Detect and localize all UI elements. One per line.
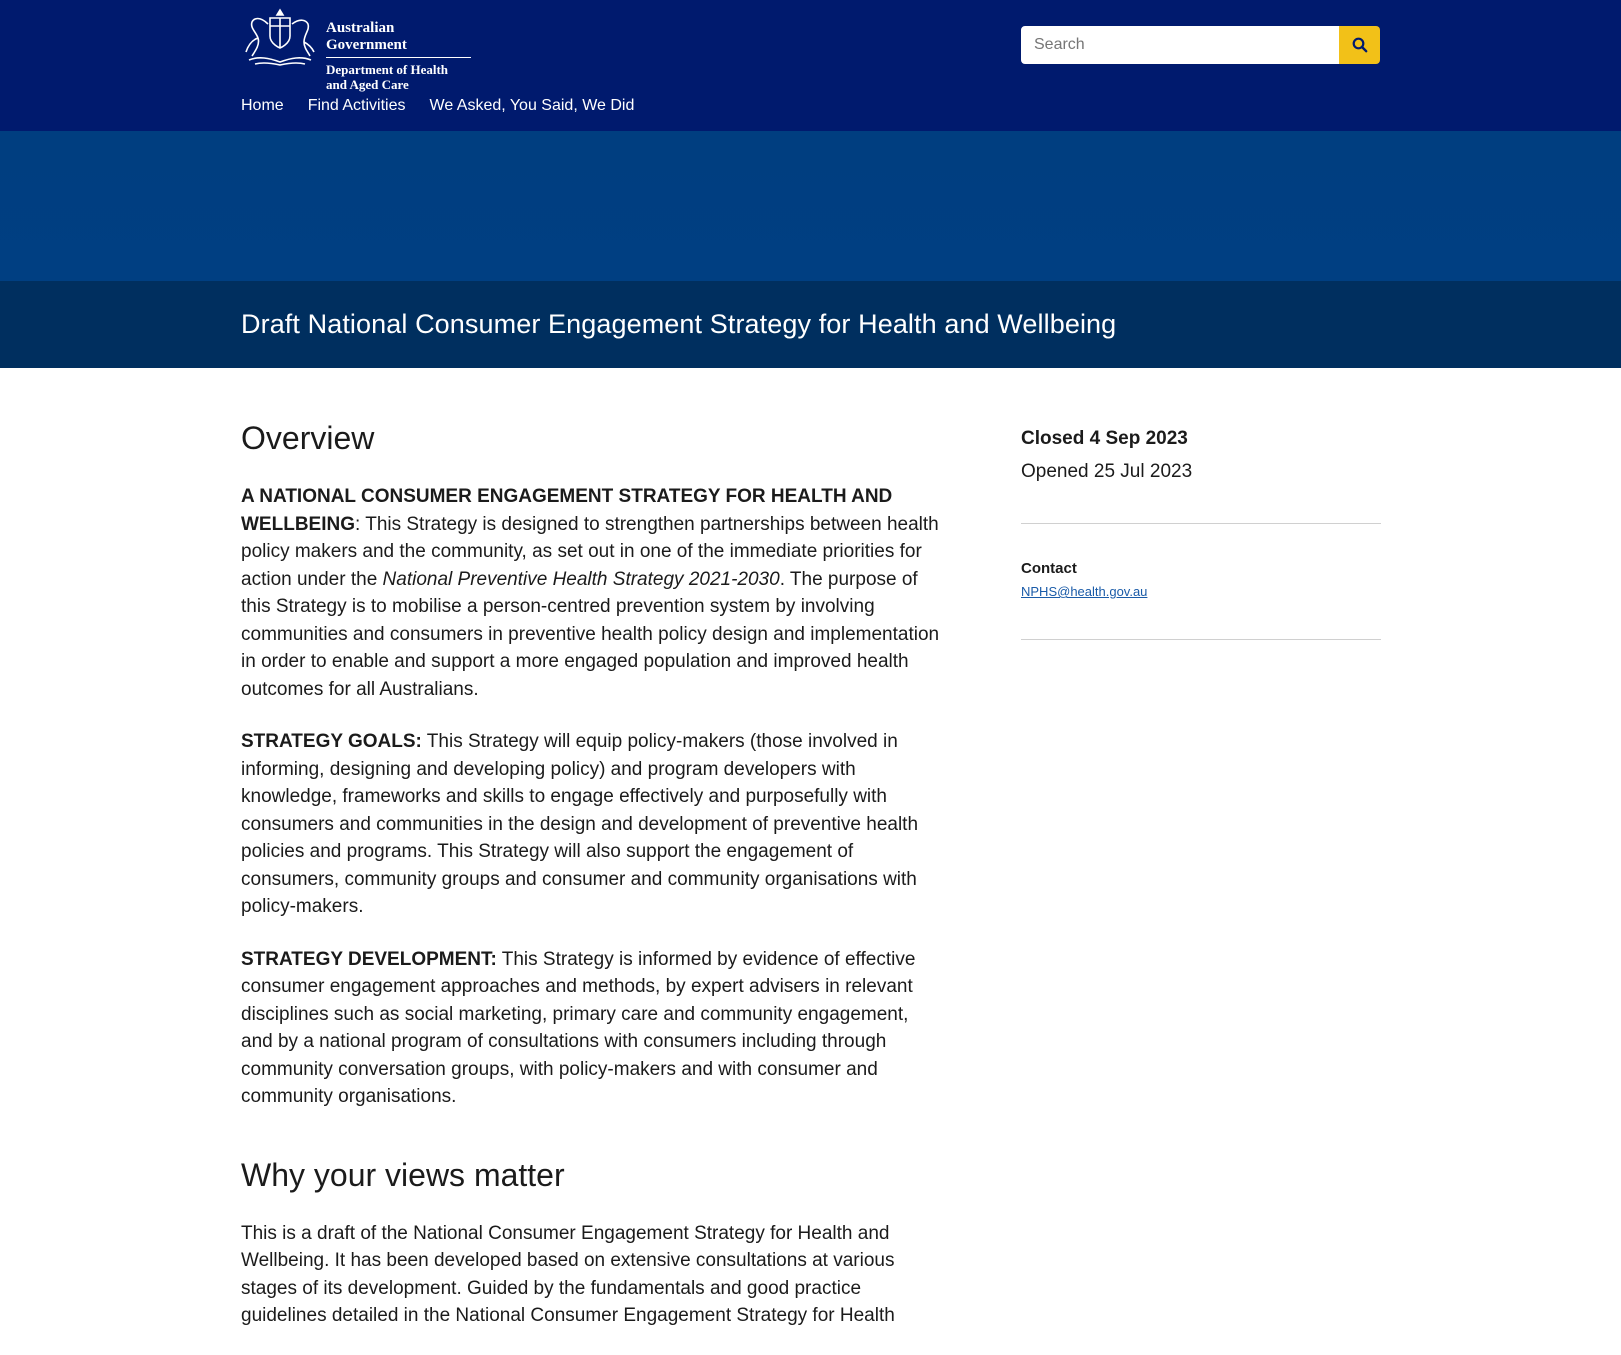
overview-paragraph-2: [241, 728, 941, 921]
dept-name: [326, 62, 466, 92]
hero-banner: [0, 131, 1621, 281]
opened-date: Opened 25 Jul 2023: [1021, 461, 1193, 482]
dept-name-line2: and Aged Care: [326, 77, 409, 92]
overview-p1-text-b: . The purpose of this Strategy is to mobilise a person-centred prevention system by involving communities and consumers in preventive health policy design and implementation in order to enable and support a more engaged population and improved health outcomes for all Australians.: [241, 568, 940, 700]
overview-paragraph-3: [241, 946, 941, 1111]
contact-email-link[interactable]: NPHS@health.gov.au: [1021, 584, 1148, 599]
dept-name-line1: Department of Health: [326, 62, 449, 77]
brand-logo[interactable]: [241, 6, 471, 92]
coat-of-arms-icon: [241, 6, 319, 68]
overview-p2-text: This Strategy will equip policy-makers (those involved in informing, designing and developing policy) and program developers with knowledge, frameworks and skills to engage effectively and purposefully with consumers and communities in the design and development of preventive health policies and programs. This Strategy will also support the engagement of consumers, community groups and consumer and community organisations with policy-makers.: [241, 731, 919, 917]
sidebar: [1021, 426, 1381, 640]
nav-home[interactable]: Home: [241, 97, 284, 114]
closed-date: Closed 4 Sep 2023: [1021, 428, 1188, 449]
gov-name: Australian Government: [326, 20, 471, 58]
overview-p2-bold: STRATEGY GOALS:: [241, 731, 422, 752]
sidebar-divider-1: [1021, 523, 1381, 524]
page-title: Draft National Consumer Engagement Strategy for Health and Wellbeing: [241, 309, 1117, 339]
contact-label: Contact: [1021, 560, 1077, 577]
overview-p3-bold: STRATEGY DEVELOPMENT:: [241, 948, 497, 970]
main-column: [241, 406, 941, 1355]
search-button[interactable]: [1339, 26, 1380, 64]
nav-find-activities[interactable]: Find Activities: [307, 97, 406, 114]
search-icon: [1352, 37, 1368, 53]
overview-p1-text-a: : This Strategy is designed to strengthen partnerships between health policy makers and the community, as set out in one of the immediate priorities for action under the: [241, 513, 939, 590]
brand-text: [326, 6, 471, 92]
overview-p3-text: This Strategy is informed by evidence of effective consumer engagement approaches and methods, by expert advisers in relevant disciplines such as social marketing, primary care and community engagement, and by a national program of consultations with consumers including through community conversation groups, with policy-makers and with consumer and community organisations.: [241, 948, 916, 1107]
search-input[interactable]: [1021, 26, 1339, 64]
search-form: [1021, 26, 1380, 64]
overview-paragraph-1: [241, 483, 941, 703]
views-paragraph-1: This is a draft of the National Consumer Engagement Strategy for Health and Wellbeing. It has been developed based on extensive consultations at various stages of its development. Guided by the fundamentals and good practice guidelines detailed in the National Consumer Engagement Strategy for Health: [241, 1222, 895, 1326]
site-header: [0, 0, 1621, 131]
overview-p1-bold: A NATIONAL CONSUMER ENGAGEMENT STRATEGY FOR HEALTH AND WELLBEING: [241, 486, 893, 535]
views-heading: Why your views matter: [241, 1156, 565, 1193]
title-band: [0, 281, 1621, 368]
nav-we-asked[interactable]: We Asked, You Said, We Did: [429, 97, 635, 114]
sidebar-divider-2: [1021, 639, 1381, 640]
main-nav: [241, 97, 634, 115]
overview-heading: Overview: [241, 420, 375, 456]
overview-p1-italic: National Preventive Health Strategy 2021-2030: [382, 568, 780, 590]
